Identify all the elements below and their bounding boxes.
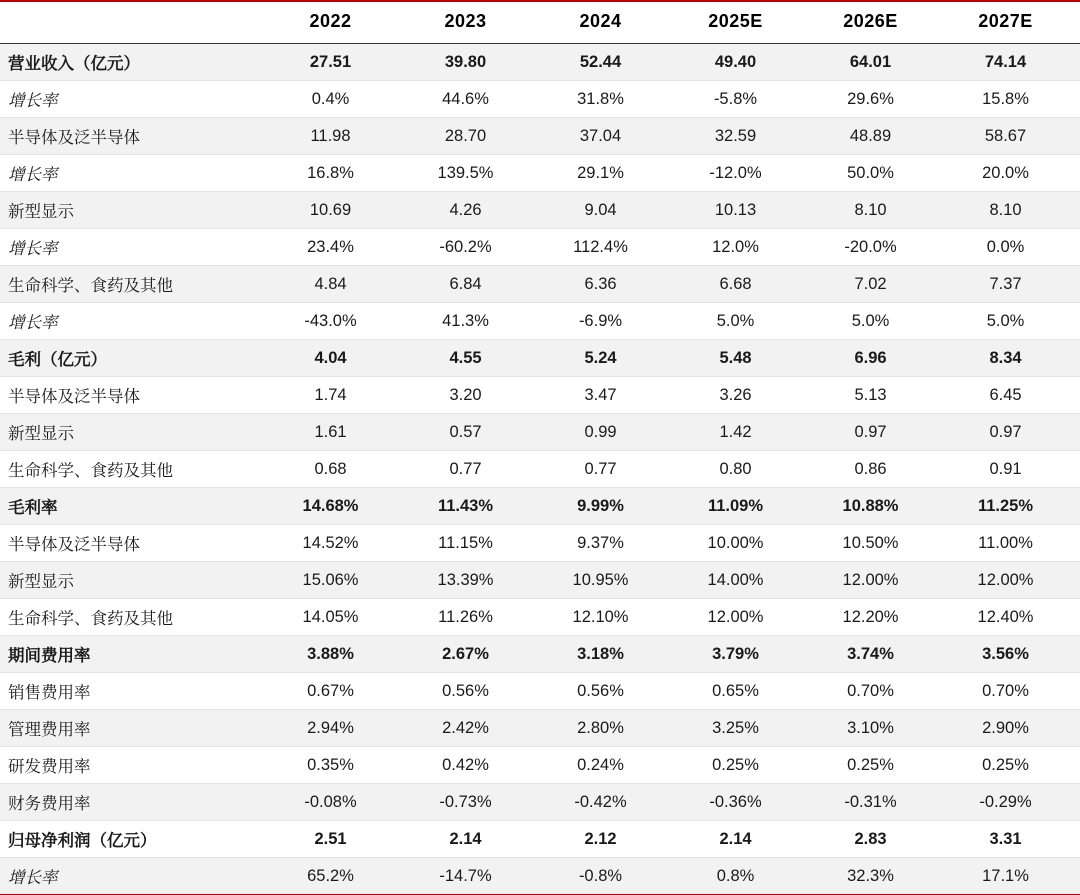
row-value: 29.6% <box>810 81 945 118</box>
table-row <box>0 673 1080 710</box>
row-label: 新型显示 <box>0 562 270 599</box>
row-value: 12.0% <box>675 229 810 266</box>
row-value: 0.70% <box>810 673 945 710</box>
table-row <box>0 784 1080 821</box>
row-label: 新型显示 <box>0 414 270 451</box>
row-value: 3.26 <box>675 377 810 414</box>
row-value: 10.95% <box>540 562 675 599</box>
row-value: 2.42% <box>405 710 540 747</box>
row-value: 27.51 <box>270 44 405 81</box>
row-value: 31.8% <box>540 81 675 118</box>
row-value: -0.31% <box>810 784 945 821</box>
row-value: 0.4% <box>270 81 405 118</box>
row-value: 0.25% <box>675 747 810 784</box>
row-value: 0.99 <box>540 414 675 451</box>
row-value: 11.26% <box>405 599 540 636</box>
row-value: 11.00% <box>945 525 1080 562</box>
row-label: 增长率 <box>0 81 270 118</box>
row-value: -6.9% <box>540 303 675 340</box>
row-value: 2.51 <box>270 821 405 858</box>
row-value: 6.45 <box>945 377 1080 414</box>
row-value: 5.24 <box>540 340 675 377</box>
table-row <box>0 44 1080 81</box>
table-row <box>0 599 1080 636</box>
row-value: 5.48 <box>675 340 810 377</box>
row-value: 17.1% <box>945 858 1080 895</box>
row-value: 32.3% <box>810 858 945 895</box>
row-value: 0.25% <box>945 747 1080 784</box>
row-value: -12.0% <box>675 155 810 192</box>
row-value: 7.02 <box>810 266 945 303</box>
row-value: 2.80% <box>540 710 675 747</box>
row-value: 0.77 <box>405 451 540 488</box>
row-label: 营业收入（亿元） <box>0 44 270 81</box>
row-value: 50.0% <box>810 155 945 192</box>
row-value: 41.3% <box>405 303 540 340</box>
row-label: 管理费用率 <box>0 710 270 747</box>
row-value: 14.00% <box>675 562 810 599</box>
column-header-2027e: 2027E <box>945 1 1080 44</box>
column-header-2026e: 2026E <box>810 1 945 44</box>
row-value: 10.00% <box>675 525 810 562</box>
row-label: 毛利率 <box>0 488 270 525</box>
row-value: 5.0% <box>810 303 945 340</box>
row-value: -60.2% <box>405 229 540 266</box>
row-value: 29.1% <box>540 155 675 192</box>
row-value: -0.8% <box>540 858 675 895</box>
row-value: 5.13 <box>810 377 945 414</box>
row-label: 销售费用率 <box>0 673 270 710</box>
column-header-label <box>0 1 270 44</box>
row-value: 3.20 <box>405 377 540 414</box>
row-value: 44.6% <box>405 81 540 118</box>
row-value: 10.13 <box>675 192 810 229</box>
row-value: 3.74% <box>810 636 945 673</box>
table-row <box>0 266 1080 303</box>
row-value: 32.59 <box>675 118 810 155</box>
row-value: 15.8% <box>945 81 1080 118</box>
row-label: 增长率 <box>0 858 270 895</box>
row-value: 49.40 <box>675 44 810 81</box>
row-label: 增长率 <box>0 303 270 340</box>
row-label: 归母净利润（亿元） <box>0 821 270 858</box>
row-value: 2.94% <box>270 710 405 747</box>
row-label: 半导体及泛半导体 <box>0 118 270 155</box>
row-value: -0.36% <box>675 784 810 821</box>
row-value: 112.4% <box>540 229 675 266</box>
row-value: 2.67% <box>405 636 540 673</box>
table-row <box>0 81 1080 118</box>
row-value: 0.67% <box>270 673 405 710</box>
table-row <box>0 525 1080 562</box>
row-value: 0.8% <box>675 858 810 895</box>
row-value: 14.52% <box>270 525 405 562</box>
row-value: 11.15% <box>405 525 540 562</box>
row-value: 11.09% <box>675 488 810 525</box>
table-row <box>0 562 1080 599</box>
row-label: 期间费用率 <box>0 636 270 673</box>
row-value: 2.14 <box>675 821 810 858</box>
row-value: 2.12 <box>540 821 675 858</box>
column-header-2025e: 2025E <box>675 1 810 44</box>
table-header <box>0 1 1080 44</box>
row-value: 9.04 <box>540 192 675 229</box>
row-value: 2.14 <box>405 821 540 858</box>
row-value: 11.98 <box>270 118 405 155</box>
row-value: 64.01 <box>810 44 945 81</box>
row-value: 10.50% <box>810 525 945 562</box>
row-value: 3.79% <box>675 636 810 673</box>
row-value: 12.00% <box>810 562 945 599</box>
table-row <box>0 118 1080 155</box>
table-row <box>0 710 1080 747</box>
row-value: 0.97 <box>810 414 945 451</box>
row-value: 0.0% <box>945 229 1080 266</box>
row-value: 0.35% <box>270 747 405 784</box>
row-value: 28.70 <box>405 118 540 155</box>
row-value: 12.20% <box>810 599 945 636</box>
row-value: 20.0% <box>945 155 1080 192</box>
column-header-2022: 2022 <box>270 1 405 44</box>
row-label: 增长率 <box>0 155 270 192</box>
row-value: 16.8% <box>270 155 405 192</box>
row-value: 6.68 <box>675 266 810 303</box>
row-value: 8.10 <box>945 192 1080 229</box>
column-header-2023: 2023 <box>405 1 540 44</box>
table-row <box>0 747 1080 784</box>
table-row <box>0 155 1080 192</box>
row-value: 2.90% <box>945 710 1080 747</box>
row-value: -0.29% <box>945 784 1080 821</box>
row-value: 3.25% <box>675 710 810 747</box>
row-value: 12.10% <box>540 599 675 636</box>
row-value: 9.99% <box>540 488 675 525</box>
row-value: 10.69 <box>270 192 405 229</box>
table-row <box>0 821 1080 858</box>
row-value: 0.65% <box>675 673 810 710</box>
row-value: 0.86 <box>810 451 945 488</box>
row-value: 0.25% <box>810 747 945 784</box>
row-value: 52.44 <box>540 44 675 81</box>
row-value: 7.37 <box>945 266 1080 303</box>
row-value: 0.68 <box>270 451 405 488</box>
row-label: 新型显示 <box>0 192 270 229</box>
row-value: 6.36 <box>540 266 675 303</box>
row-value: 6.84 <box>405 266 540 303</box>
row-value: 11.43% <box>405 488 540 525</box>
row-value: 0.77 <box>540 451 675 488</box>
row-value: 0.56% <box>405 673 540 710</box>
row-value: 0.57 <box>405 414 540 451</box>
row-value: 1.42 <box>675 414 810 451</box>
row-value: 1.74 <box>270 377 405 414</box>
row-label: 生命科学、食药及其他 <box>0 599 270 636</box>
row-value: 12.00% <box>675 599 810 636</box>
table-row <box>0 488 1080 525</box>
row-value: 12.40% <box>945 599 1080 636</box>
row-value: 6.96 <box>810 340 945 377</box>
row-value: 8.10 <box>810 192 945 229</box>
row-value: -0.08% <box>270 784 405 821</box>
row-value: 48.89 <box>810 118 945 155</box>
row-value: 74.14 <box>945 44 1080 81</box>
row-value: 4.26 <box>405 192 540 229</box>
row-value: 4.04 <box>270 340 405 377</box>
row-value: 1.61 <box>270 414 405 451</box>
row-value: 5.0% <box>945 303 1080 340</box>
row-value: 9.37% <box>540 525 675 562</box>
row-label: 增长率 <box>0 229 270 266</box>
row-value: 0.91 <box>945 451 1080 488</box>
row-value: 3.56% <box>945 636 1080 673</box>
row-label: 生命科学、食药及其他 <box>0 266 270 303</box>
row-value: 0.97 <box>945 414 1080 451</box>
row-value: 0.80 <box>675 451 810 488</box>
row-value: -14.7% <box>405 858 540 895</box>
row-value: 4.84 <box>270 266 405 303</box>
header-row <box>0 1 1080 44</box>
row-value: 3.88% <box>270 636 405 673</box>
row-value: 39.80 <box>405 44 540 81</box>
row-value: 3.31 <box>945 821 1080 858</box>
row-value: 12.00% <box>945 562 1080 599</box>
row-value: 14.05% <box>270 599 405 636</box>
row-value: 3.47 <box>540 377 675 414</box>
table-row <box>0 340 1080 377</box>
row-value: -0.73% <box>405 784 540 821</box>
row-value: 139.5% <box>405 155 540 192</box>
row-value: -5.8% <box>675 81 810 118</box>
row-value: -0.42% <box>540 784 675 821</box>
row-value: 3.18% <box>540 636 675 673</box>
row-value: 37.04 <box>540 118 675 155</box>
row-label: 半导体及泛半导体 <box>0 525 270 562</box>
table-body <box>0 44 1080 895</box>
row-value: 0.56% <box>540 673 675 710</box>
row-value: 10.88% <box>810 488 945 525</box>
row-value: 3.10% <box>810 710 945 747</box>
row-value: 2.83 <box>810 821 945 858</box>
row-value: 0.42% <box>405 747 540 784</box>
row-value: 0.70% <box>945 673 1080 710</box>
table-row <box>0 303 1080 340</box>
row-value: -43.0% <box>270 303 405 340</box>
row-value: 14.68% <box>270 488 405 525</box>
row-label: 半导体及泛半导体 <box>0 377 270 414</box>
row-label: 生命科学、食药及其他 <box>0 451 270 488</box>
row-label: 研发费用率 <box>0 747 270 784</box>
row-value: -20.0% <box>810 229 945 266</box>
table-row <box>0 858 1080 895</box>
row-value: 5.0% <box>675 303 810 340</box>
row-value: 15.06% <box>270 562 405 599</box>
row-label: 财务费用率 <box>0 784 270 821</box>
row-value: 65.2% <box>270 858 405 895</box>
row-value: 0.24% <box>540 747 675 784</box>
table-row <box>0 377 1080 414</box>
column-header-2024: 2024 <box>540 1 675 44</box>
row-value: 4.55 <box>405 340 540 377</box>
table-row <box>0 229 1080 266</box>
row-value: 58.67 <box>945 118 1080 155</box>
row-label: 毛利（亿元） <box>0 340 270 377</box>
table-row <box>0 636 1080 673</box>
table-row <box>0 414 1080 451</box>
table-row <box>0 451 1080 488</box>
row-value: 23.4% <box>270 229 405 266</box>
table-row <box>0 192 1080 229</box>
row-value: 13.39% <box>405 562 540 599</box>
row-value: 8.34 <box>945 340 1080 377</box>
row-value: 11.25% <box>945 488 1080 525</box>
